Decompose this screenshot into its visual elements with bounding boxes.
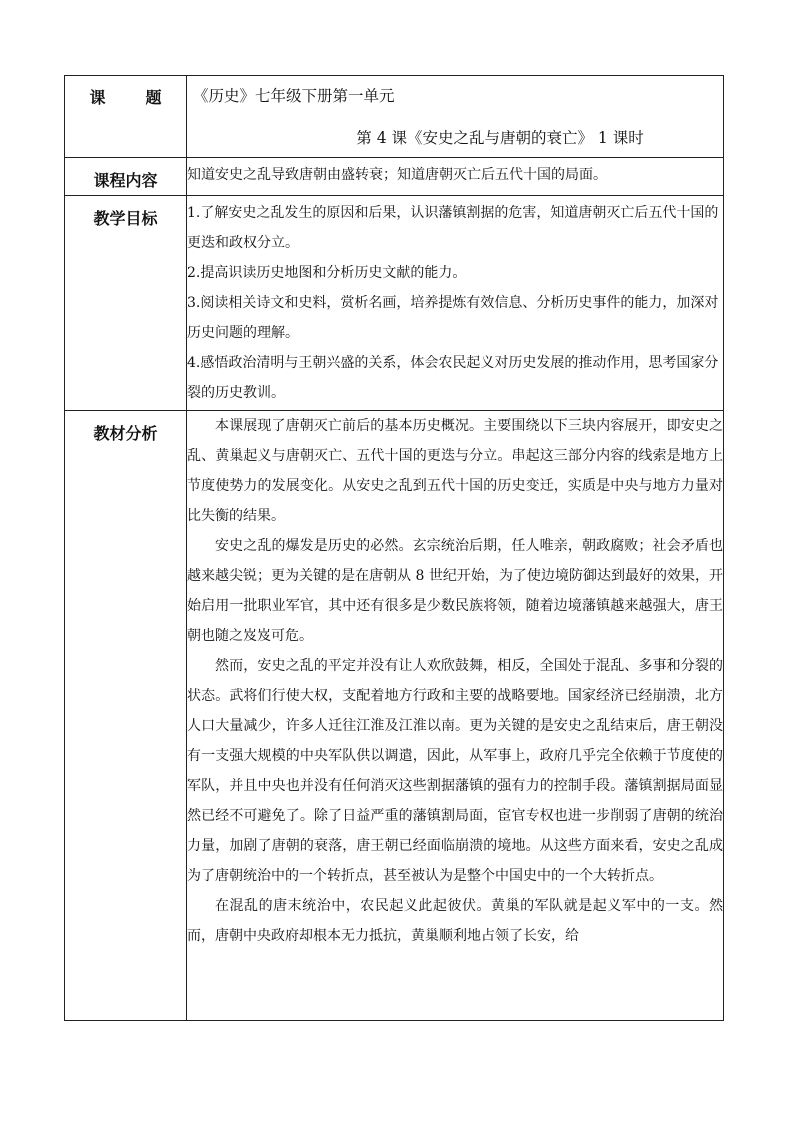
- goal-item-4: 4.感悟政治清明与王朝兴盛的关系，体会农民起义对历史发展的推动作用，思考国家分裂的历史教训。: [187, 355, 719, 401]
- goal-item-2: 2.提高识读历史地图和分析历史文献的能力。: [187, 265, 467, 281]
- title-content-cell: [187, 76, 724, 158]
- course-content-cell: [187, 158, 724, 196]
- lesson-title: 第 4 课《安史之乱与唐朝的衰亡》 1 课时: [356, 129, 644, 147]
- course-content-text: 知道安史之乱导致唐朝由盛转衰；知道唐朝灭亡后五代十国的局面。: [187, 167, 607, 183]
- title-label-char-1: 课: [89, 88, 106, 107]
- material-analysis-label-cell: [65, 411, 187, 1021]
- lesson-plan-table: [64, 75, 724, 1021]
- title-row: [65, 76, 724, 158]
- teaching-goals-cell: [187, 196, 724, 411]
- goal-item-3: 3.阅读相关诗文和史料，赏析名画，培养提炼有效信息、分析历史事件的能力，加深对历史问题的理解。: [187, 295, 719, 341]
- analysis-paragraph-2: 安史之乱的爆发是历史的必然。玄宗统治后期，任人唯亲，朝政腐败；社会矛盾也越来越尖锐；更为关键的是在唐朝从 8 世纪开始，为了使边境防御达到最好的效果，开始启用一批职业军官，其中还有很多是少数民族将领，随着边境藩镇越来越强大，唐王朝也随之岌岌可危。: [187, 538, 723, 644]
- material-analysis-label: 教材分析: [93, 424, 158, 443]
- course-content-label-cell: [65, 158, 187, 196]
- course-content-label: 课程内容: [93, 171, 158, 190]
- title-label-char-2: 题: [145, 88, 162, 107]
- goal-item-1: 1.了解安史之乱发生的原因和后果，认识藩镇割据的危害，知道唐朝灭亡后五代十国的更迭和政权分立。: [187, 205, 719, 251]
- course-content-row: [65, 158, 724, 196]
- title-label-cell: [65, 76, 187, 158]
- title-label: [65, 76, 186, 108]
- analysis-paragraph-4: 在混乱的唐末统治中，农民起义此起彼伏。黄巢的军队就是起义军中的一支。然而，唐朝中央政府却根本无力抵抗，黄巢顺利地占领了长安，给: [187, 898, 723, 944]
- teaching-goals-row: [65, 196, 724, 411]
- teaching-goals-label: 教学目标: [93, 209, 158, 228]
- analysis-paragraph-3: 然而，安史之乱的平定并没有让人欢欣鼓舞，相反，全国处于混乱、多事和分裂的状态。武将们行使大权，支配着地方行政和主要的战略要地。国家经济已经崩溃，北方人口大量减少，许多人迁往江淮及江淮以南。更为关键的是安史之乱结束后，唐王朝没有一支强大规模的中央军队供以调遣，因此，从军事上，政府几乎完全依赖于节度使的军队，并且中央也并没有任何消灭这些割据藩镇的强有力的控制手段。藩镇割据局面显然已经不可避免了。除了日益严重的藩镇割局面，宦官专权也进一步削弱了唐朝的统治力量，加剧了唐朝的衰落，唐王朝已经面临崩溃的境地。从这些方面来看，安史之乱成为了唐朝统治中的一个转折点，甚至被认为是整个中国史中的一个大转折点。: [187, 658, 723, 884]
- analysis-paragraph-1: 本课展现了唐朝灭亡前后的基本历史概况。主要围绕以下三块内容展开，即安史之乱、黄巢起义与唐朝灭亡、五代十国的更迭与分立。串起这三部分内容的线索是地方上节度使势力的发展变化。从安史之乱到五代十国的历史变迁，实质是中央与地方力量对比失衡的结果。: [187, 418, 723, 524]
- material-analysis-row: [65, 411, 724, 1021]
- teaching-goals-label-cell: [65, 196, 187, 411]
- material-analysis-cell: [187, 411, 724, 1021]
- unit-title: 《历史》七年级下册第一单元: [193, 87, 395, 105]
